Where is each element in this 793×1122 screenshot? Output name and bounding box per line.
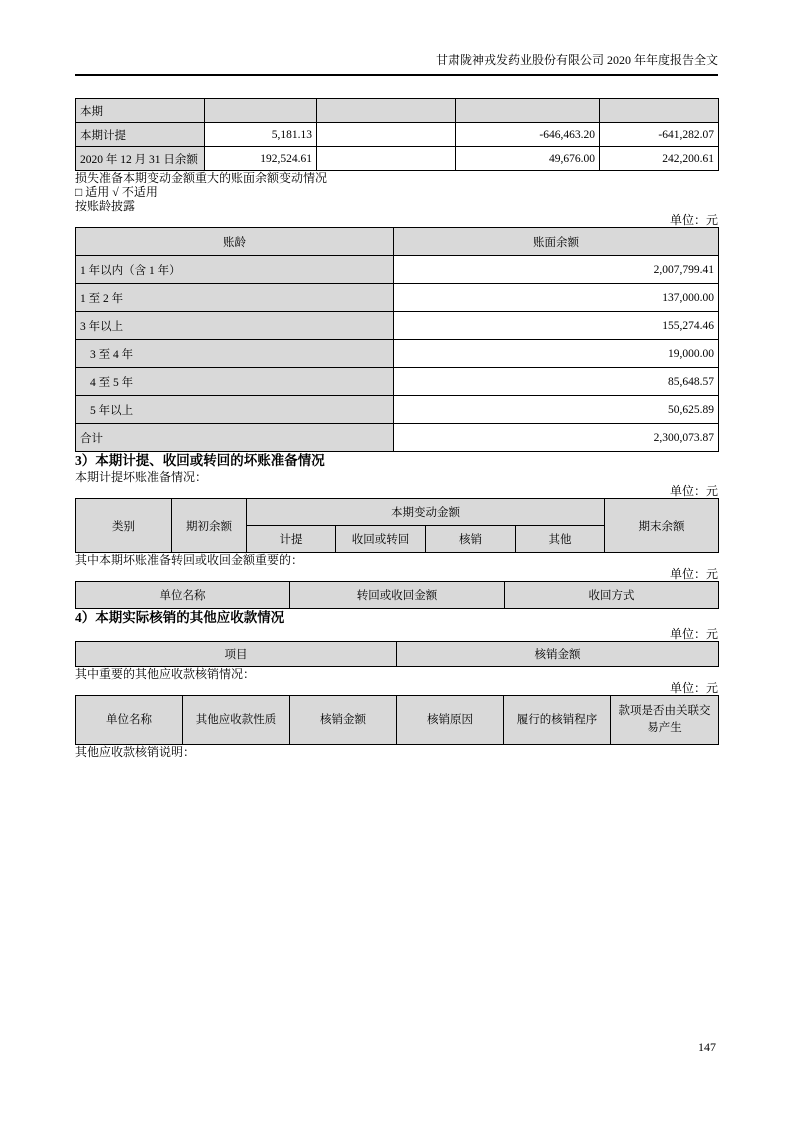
cell <box>600 99 719 123</box>
cell <box>317 123 456 147</box>
cell: 85,648.57 <box>394 368 719 396</box>
cell: 2,300,073.87 <box>394 424 719 452</box>
report-title: 甘肃陇神戎发药业股份有限公司 2020 年年度报告全文 <box>435 53 718 67</box>
table-row <box>76 340 719 368</box>
cell: 137,000.00 <box>394 284 719 312</box>
current-period-table <box>75 98 719 171</box>
unit-label: 单位：元 <box>669 567 718 581</box>
page-content <box>75 0 718 759</box>
recovery-table <box>75 581 719 609</box>
row-label: 1 至 2 年 <box>76 284 394 312</box>
table-row <box>76 396 719 424</box>
column-header: 核销原因 <box>397 696 504 745</box>
table-row <box>76 256 719 284</box>
important-writeoff-table <box>75 695 719 745</box>
column-header: 收回方式 <box>505 582 719 609</box>
page-header <box>75 0 718 76</box>
row-label: 1 年以内（含 1 年） <box>76 256 394 284</box>
cell: 192,524.61 <box>205 147 317 171</box>
column-header: 收回或转回 <box>336 526 426 553</box>
unit-label: 单位：元 <box>669 213 718 227</box>
section-3-heading: 3）本期计提、收回或转回的坏账准备情况 <box>75 453 325 468</box>
column-header: 单位名称 <box>76 696 183 745</box>
unit-label: 单位：元 <box>669 484 718 498</box>
cell: 50,625.89 <box>394 396 719 424</box>
provision-note: 本期计提坏账准备情况： <box>75 470 208 484</box>
table-row <box>76 368 719 396</box>
table-row <box>76 123 719 147</box>
row-label: 3 年以上 <box>76 312 394 340</box>
aging-table <box>75 227 719 452</box>
cell: 2,007,799.41 <box>394 256 719 284</box>
recovery-note: 其中本期坏账准备转回或收回金额重要的： <box>75 553 304 567</box>
row-label: 合计 <box>76 424 394 452</box>
table-header-row <box>76 696 719 745</box>
table-row <box>76 312 719 340</box>
column-header: 账面余额 <box>394 228 719 256</box>
cell: 155,274.46 <box>394 312 719 340</box>
column-header: 其他应收款性质 <box>183 696 290 745</box>
section-4-heading: 4）本期实际核销的其他应收款情况 <box>75 610 285 625</box>
column-header: 类别 <box>76 499 172 553</box>
column-header: 项目 <box>76 642 397 667</box>
column-group-header: 本期变动金额 <box>247 499 605 526</box>
table-row <box>76 147 719 171</box>
row-label: 2020 年 12 月 31 日余额 <box>76 147 205 171</box>
page-number: 147 <box>698 1040 716 1054</box>
table-header-row <box>76 582 719 609</box>
cell: 242,200.61 <box>600 147 719 171</box>
table-row <box>76 284 719 312</box>
unit-label: 单位：元 <box>669 681 718 695</box>
column-header: 核销金额 <box>290 696 397 745</box>
writeoff-description-note: 其他应收款核销说明： <box>75 745 196 759</box>
cell <box>456 99 600 123</box>
table-header-row <box>76 499 719 526</box>
cell: -646,463.20 <box>456 123 600 147</box>
column-header: 其他 <box>516 526 605 553</box>
row-label: 5 年以上 <box>76 396 394 424</box>
column-header: 核销金额 <box>397 642 719 667</box>
row-label: 本期计提 <box>76 123 205 147</box>
column-header: 单位名称 <box>76 582 290 609</box>
writeoff-table <box>75 641 719 667</box>
table-row <box>76 424 719 452</box>
cell: 5,181.13 <box>205 123 317 147</box>
loss-change-note: 损失准备本期变动金额重大的账面余额变动情况 <box>75 171 328 185</box>
column-header: 核销 <box>426 526 516 553</box>
column-header: 款项是否由关联交易产生 <box>611 696 719 745</box>
table-row <box>76 99 719 123</box>
aging-disclosure-note: 按账龄披露 <box>75 199 136 213</box>
applicable-line: □ 适用 √ 不适用 <box>75 185 158 199</box>
cell <box>317 99 456 123</box>
row-label: 本期 <box>76 99 205 123</box>
cell <box>317 147 456 171</box>
cell: 49,676.00 <box>456 147 600 171</box>
row-label: 4 至 5 年 <box>76 368 394 396</box>
column-header: 期初余额 <box>172 499 247 553</box>
provision-table <box>75 498 719 553</box>
table-header-row <box>76 228 719 256</box>
column-header: 账龄 <box>76 228 394 256</box>
row-label: 3 至 4 年 <box>76 340 394 368</box>
cell: -641,282.07 <box>600 123 719 147</box>
column-header: 履行的核销程序 <box>504 696 611 745</box>
column-header: 计提 <box>247 526 336 553</box>
column-header: 期末余额 <box>605 499 719 553</box>
unit-label: 单位：元 <box>669 627 718 641</box>
table-header-row <box>76 642 719 667</box>
important-writeoff-note: 其中重要的其他应收款核销情况： <box>75 667 256 681</box>
column-header: 转回或收回金额 <box>290 582 505 609</box>
cell: 19,000.00 <box>394 340 719 368</box>
cell <box>205 99 317 123</box>
